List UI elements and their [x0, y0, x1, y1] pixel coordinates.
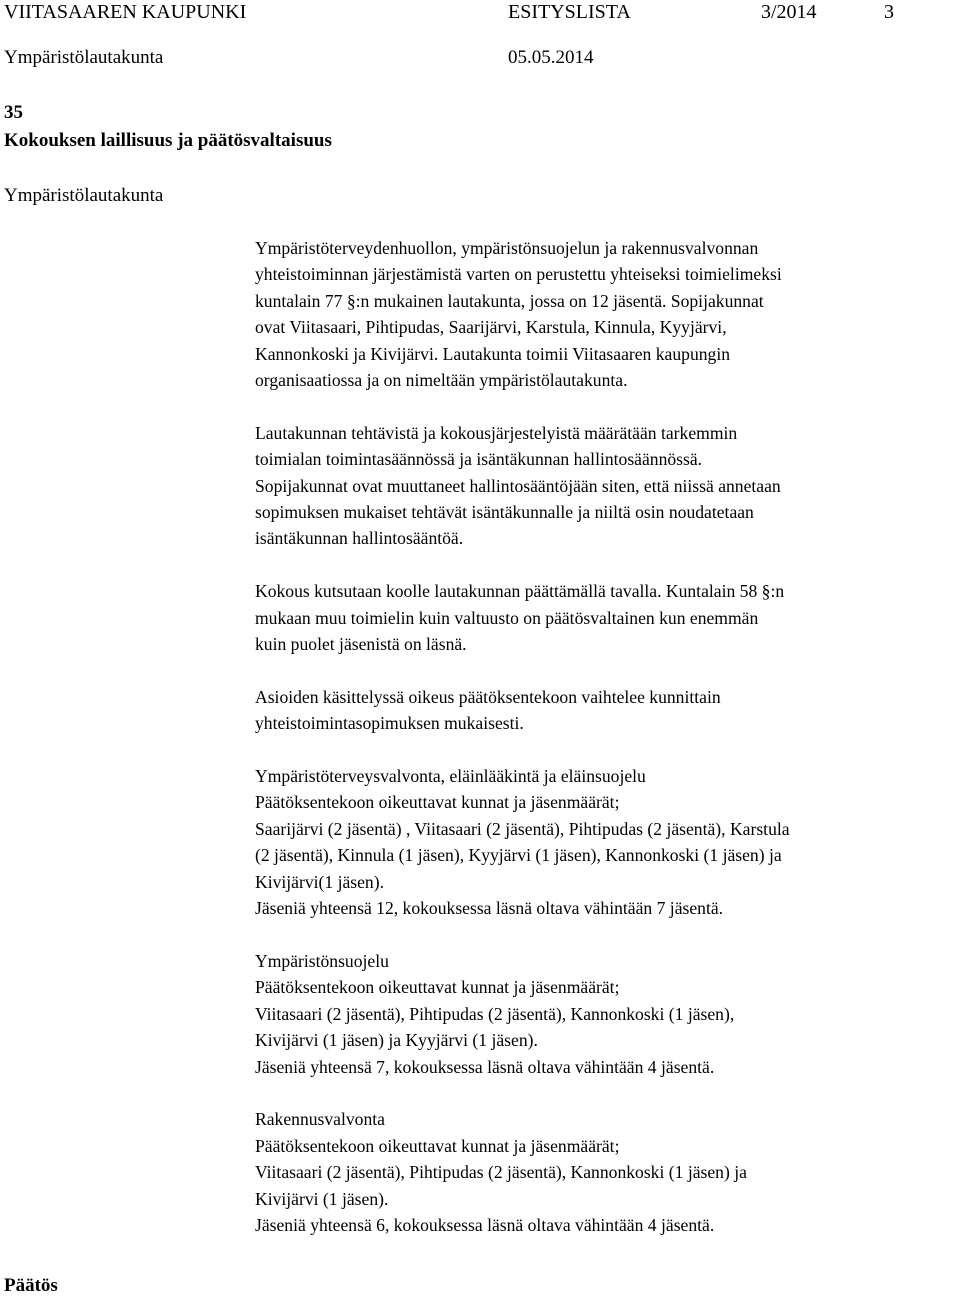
text-line: Viitasaari (2 jäsentä), Pihtipudas (2 jäsentä), Kannonkoski (1 jäsen) ja [255, 1162, 747, 1183]
text-line: Jäseniä yhteensä 12, kokouksessa läsnä oltava vähintään 7 jäsentä. [255, 898, 724, 919]
text-line: Jäseniä yhteensä 6, kokouksessa läsnä oltava vähintään 4 jäsentä. [255, 1214, 715, 1235]
text-line: sopimuksen mukaiset tehtävät isäntäkunnalle ja niiltä osin noudatetaan [255, 502, 754, 523]
text-line: Kivijärvi(1 jäsen). [255, 871, 384, 892]
text-line: Viitasaari (2 jäsentä), Pihtipudas (2 jäsentä), Kannonkoski (1 jäsen), [255, 1003, 735, 1024]
text-line: Päätöksentekoon oikeuttavat kunnat ja jäsenmäärät; [255, 792, 620, 813]
paragraph-spacer [255, 552, 960, 578]
agenda-text [255, 235, 960, 1238]
text-line: toimialan toimintasäännössä ja isäntäkunnan hallintosäännössä. [255, 449, 703, 470]
text-line: organisaatiossa ja on nimeltään ympäristölautakunta. [255, 370, 628, 391]
paragraph [255, 763, 960, 921]
header-org: VIITASAAREN KAUPUNKI [4, 1, 247, 23]
header-body: Ympäristölautakunta [4, 47, 164, 68]
text-line: Ympäristöterveysvalvonta, eläinlääkintä ja eläinsuojelu [255, 766, 646, 787]
text-line: kuntalain 77 §:n mukainen lautakunta, jossa on 12 jäsentä. Sopijakunnat [255, 290, 764, 311]
text-line: yhteistoiminnan järjestämistä varten on perustettu yhteiseksi toimielimeksi [255, 264, 782, 285]
decision-label: Päätös [4, 1275, 58, 1296]
text-line: ovat Viitasaari, Pihtipudas, Saarijärvi, Karstula, Kinnula, Kyyjärvi, [255, 317, 727, 338]
paragraph [255, 1106, 960, 1238]
text-line: Sopijakunnat ovat muuttaneet hallintosääntöjään siten, että niissä annetaan [255, 475, 781, 496]
header-doc-number: 3/2014 [761, 1, 817, 23]
body-label: Ympäristölautakunta [4, 185, 164, 206]
text-line: Asioiden käsittelyssä oikeus päätöksentekoon vaihtelee kunnittain [255, 686, 721, 707]
header-date: 05.05.2014 [508, 47, 594, 68]
paragraph-spacer [255, 737, 960, 763]
text-line: (2 jäsentä), Kinnula (1 jäsen), Kyyjärvi (1 jäsen), Kannonkoski (1 jäsen) ja [255, 845, 782, 866]
text-line: Saarijärvi (2 jäsentä) , Viitasaari (2 jäsentä), Pihtipudas (2 jäsentä), Karstula [255, 818, 790, 839]
paragraph [255, 578, 960, 657]
header-page-number: 3 [884, 1, 894, 23]
text-line: mukaan muu toimielin kuin valtuusto on päätösvaltainen kun enemmän [255, 607, 759, 628]
paragraph-spacer [255, 393, 960, 419]
text-line: Lautakunnan tehtävistä ja kokousjärjestelyistä määrätään tarkemmin [255, 422, 738, 443]
text-line: kuin puolet jäsenistä on läsnä. [255, 634, 467, 655]
text-line: Kivijärvi (1 jäsen). [255, 1188, 389, 1209]
header-doc-type: ESITYSLISTA [508, 1, 631, 23]
paragraph [255, 235, 960, 393]
text-line: Rakennusvalvonta [255, 1109, 385, 1130]
text-line: Kannonkoski ja Kivijärvi. Lautakunta toimii Viitasaaren kaupungin [255, 343, 731, 364]
text-line: Ympäristöterveydenhuollon, ympäristönsuojelun ja rakennusvalvonnan [255, 238, 759, 258]
paragraph [255, 948, 960, 1080]
paragraph [255, 420, 960, 552]
text-line: Kokous kutsutaan koolle lautakunnan päättämällä tavalla. Kuntalain 58 §:n [255, 581, 785, 602]
paragraph-spacer [255, 922, 960, 948]
section-title: Kokouksen laillisuus ja päätösvaltaisuus [4, 130, 332, 151]
paragraph [255, 684, 960, 737]
text-line: Ympäristönsuojelu [255, 950, 389, 971]
text-line: Päätöksentekoon oikeuttavat kunnat ja jäsenmäärät; [255, 1135, 620, 1156]
text-line: isäntäkunnan hallintosääntöä. [255, 528, 464, 549]
paragraph-spacer [255, 1080, 960, 1106]
section-number: 35 [4, 102, 23, 123]
text-line: yhteistoimintasopimuksen mukaisesti. [255, 713, 524, 734]
text-line: Päätöksentekoon oikeuttavat kunnat ja jäsenmäärät; [255, 977, 620, 998]
text-line: Jäseniä yhteensä 7, kokouksessa läsnä oltava vähintään 4 jäsentä. [255, 1056, 715, 1077]
paragraph-spacer [255, 657, 960, 683]
text-line: Kivijärvi (1 jäsen) ja Kyyjärvi (1 jäsen). [255, 1030, 538, 1051]
